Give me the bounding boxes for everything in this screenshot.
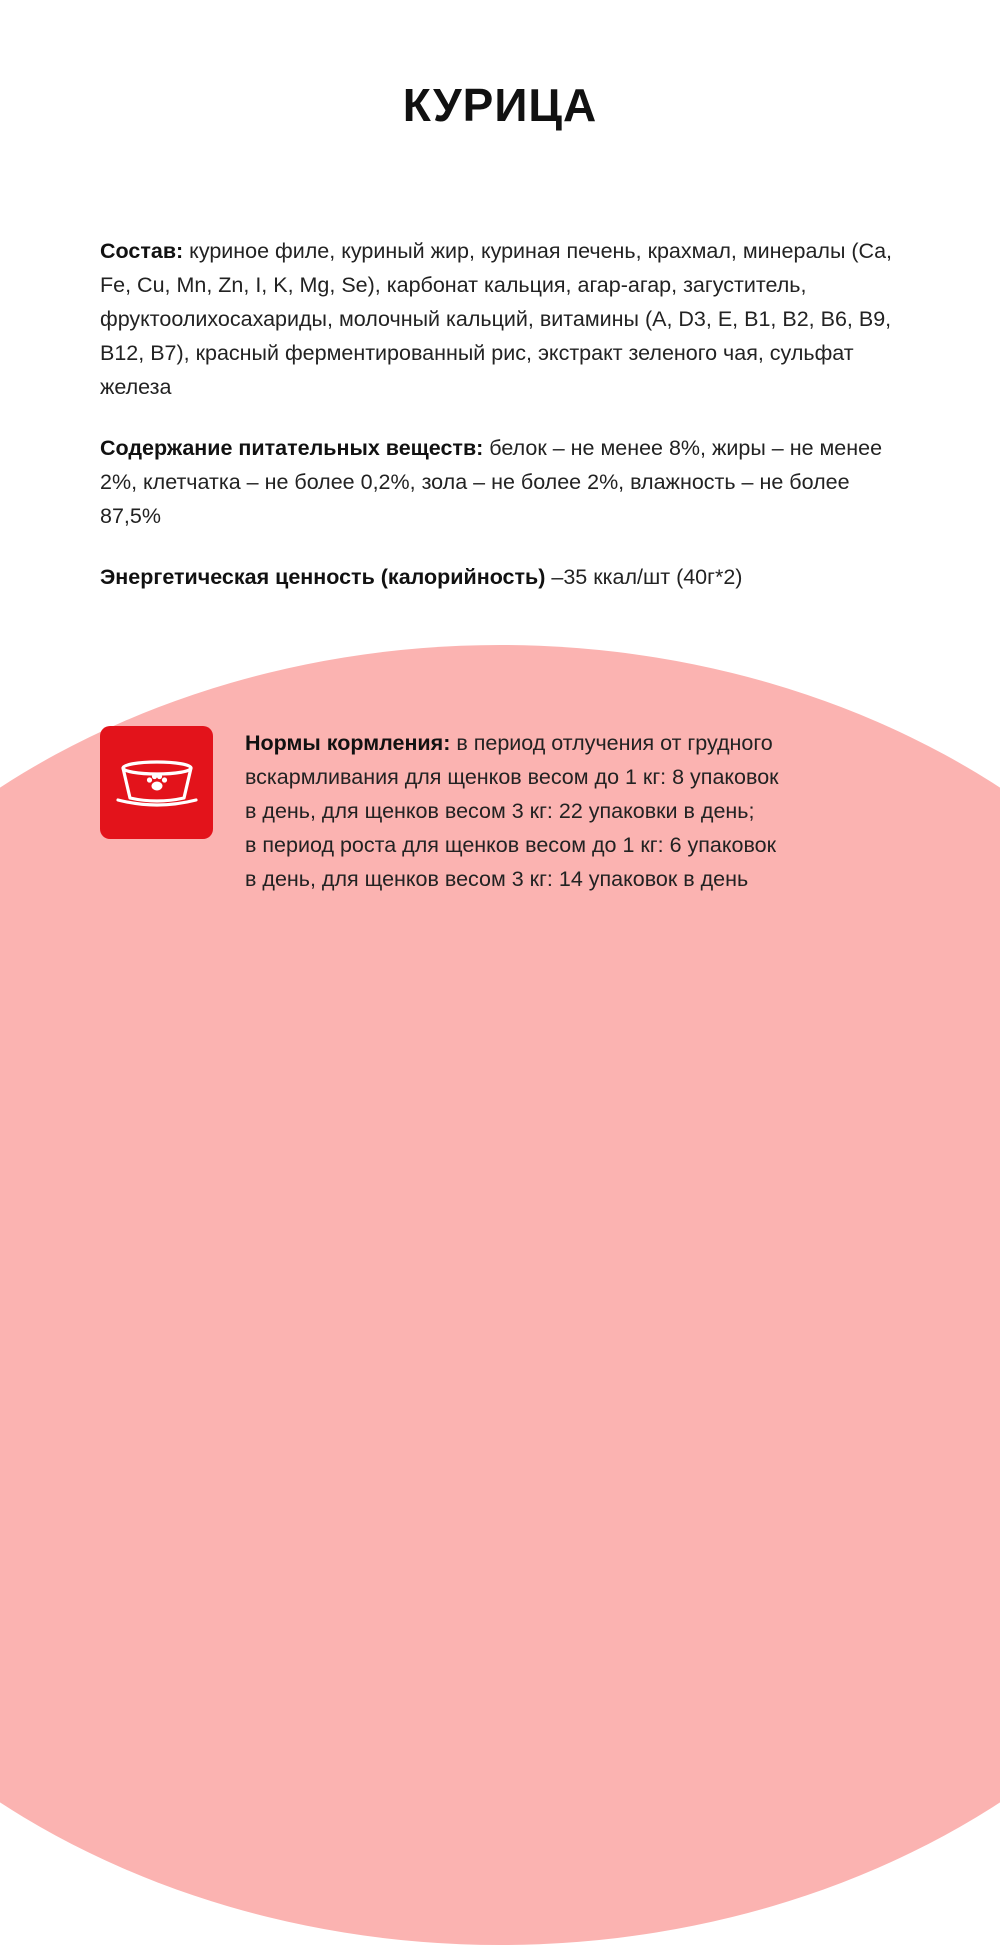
feeding-line-2: вскармливания для щенков весом до 1 кг: 8 упаковок — [245, 765, 779, 789]
feeding-line-1: в период отлучения от грудного — [450, 731, 773, 755]
feeding-norms-paragraph — [245, 726, 945, 896]
feeding-line-3: в день, для щенков весом 3 кг: 22 упаковки в день; — [245, 799, 755, 823]
composition-text: куриное филе, куриный жир, куриная печень, крахмал, минералы (Ca, Fe, Cu, Mn, Zn, I, K, Mg, Se), карбонат кальция, агар-агар, загуститель, фруктоолихосахариды, молочный кальций, витамины (A, D3, E, B1, B2, B6, B9, B12, B7), красный ферментированный рис, экстракт зеленого чая, сульфат железа — [100, 239, 892, 399]
energy-text: –35 ккал/шт (40г*2) — [545, 565, 743, 589]
nutrients-label: Содержание питательных веществ: — [100, 436, 484, 460]
energy-paragraph — [100, 560, 910, 594]
energy-label: Энергетическая ценность (калорийность) — [100, 565, 546, 589]
composition-paragraph — [100, 234, 910, 404]
composition-label: Состав: — [100, 239, 184, 263]
feeding-label: Нормы кормления: — [245, 731, 451, 755]
feeding-line-4: в период роста для щенков весом до 1 кг: 6 упаковок — [245, 833, 777, 857]
page-title: КУРИЦА — [402, 79, 598, 131]
nutrients-text: белок – не менее 8%, жиры – не менее 2%, клетчатка – не более 0,2%, зола – не более 2%, влажность – не более 87,5% — [100, 436, 883, 528]
feeding-line-5: в день, для щенков весом 3 кг: 14 упаковок в день — [245, 867, 749, 891]
feeding-icon-box — [100, 726, 213, 839]
pet-bowl-paw-icon — [115, 758, 199, 808]
nutrients-paragraph — [100, 431, 910, 533]
